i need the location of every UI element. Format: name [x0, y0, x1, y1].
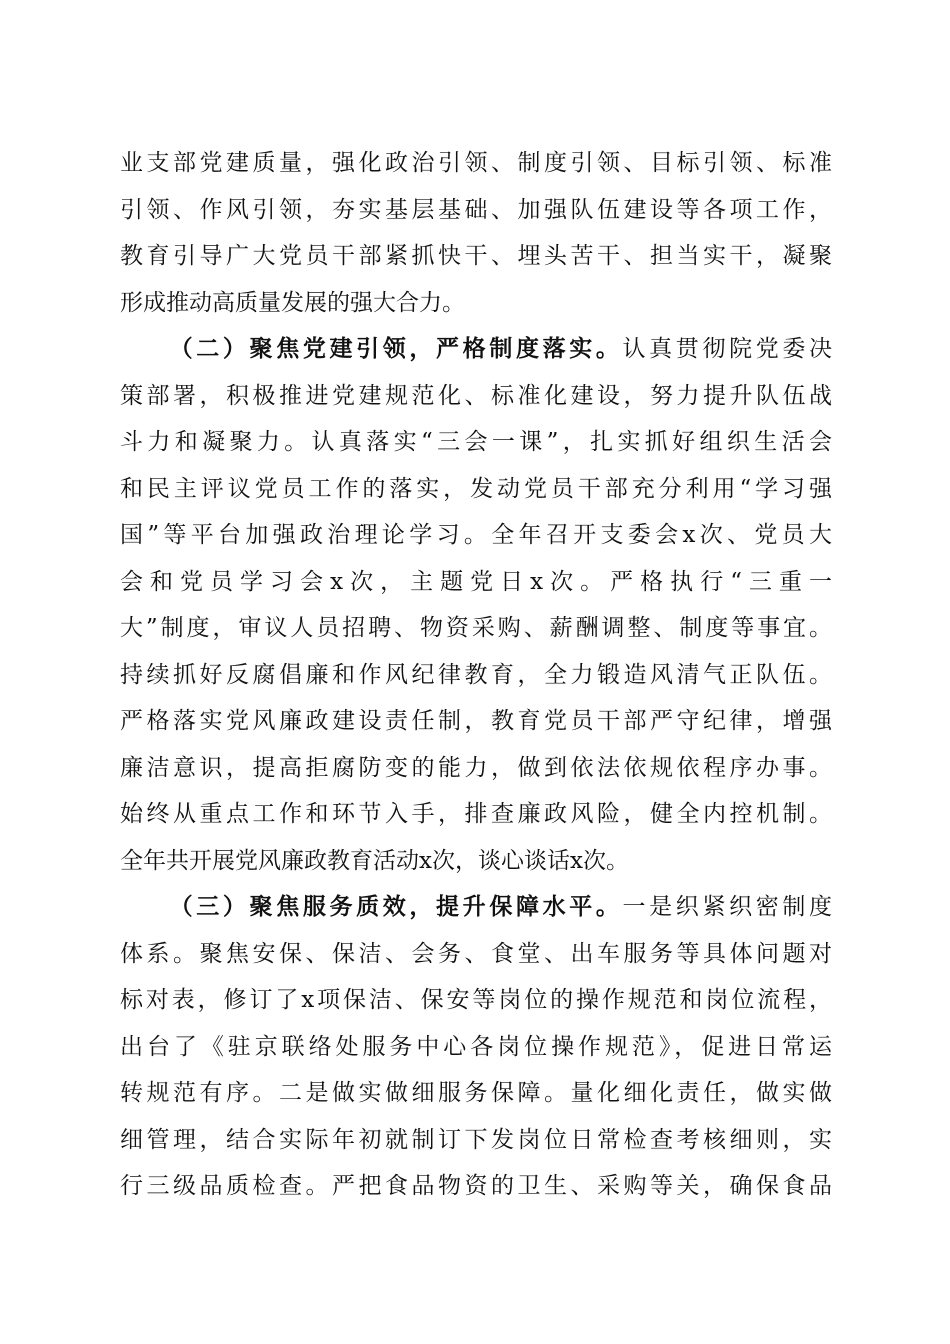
paragraph-1: [120, 140, 832, 326]
text-line: 形成推动高质量发展的强大合力。: [120, 289, 465, 316]
text-line: [120, 884, 832, 931]
text-line: 始终从重点工作和环节入手，排查廉政风险，健全内控机制。: [120, 801, 832, 827]
paragraph-2: [120, 326, 832, 884]
text-line: 转规范有序。二是做实做细服务保障。量化细化责任，做实做: [120, 1080, 832, 1106]
text-line: 国”等平台加强政治理论学习。全年召开支委会x次、党员大: [120, 522, 832, 548]
text-line: 体系。聚焦安保、保洁、会务、食堂、出车服务等具体问题对: [120, 940, 832, 967]
text-line: 会和党员学习会x次，主题党日x次。严格执行“三重一: [120, 568, 832, 595]
text-line: [120, 326, 832, 373]
text-line: 标对表，修订了x项保洁、保安等岗位的操作规范和岗位流程，: [120, 987, 832, 1013]
section-heading-2: （二）聚焦党建引领，严格制度落实。: [166, 335, 623, 362]
text-line: 细管理，结合实际年初就制订下发岗位日常检查考核细则，实: [120, 1126, 832, 1153]
text-line: 业支部党建质量，强化政治引领、制度引领、目标引领、标准: [120, 150, 832, 176]
text-line: 策部署，积极推进党建规范化、标准化建设，努力提升队伍战: [120, 382, 832, 409]
text-fragment: 一是织紧织密制度: [622, 894, 832, 920]
text-line: 斗力和凝聚力。认真落实“三会一课”，扎实抓好组织生活会: [120, 429, 832, 455]
section-heading-3: （三）聚焦服务质效，提升保障水平。: [166, 893, 623, 920]
text-line: 廉洁意识，提高拒腐防变的能力，做到依法依规依程序办事。: [120, 754, 832, 781]
text-line: 行三级品质检查。严把食品物资的卫生、采购等关，确保食品: [120, 1173, 832, 1199]
text-line: 大”制度，审议人员招聘、物资采购、薪酬调整、制度等事宜。: [120, 615, 832, 641]
text-line: 教育引导广大党员干部紧抓快干、埋头苦干、担当实干，凝聚: [120, 243, 832, 269]
text-line: 持续抓好反腐倡廉和作风纪律教育，全力锻造风清气正队伍。: [120, 661, 832, 688]
text-line: 全年共开展党风廉政教育活动x次，谈心谈话x次。: [120, 847, 629, 874]
text-fragment: 认真贯彻院党委决: [622, 336, 832, 362]
paragraph-3: [120, 884, 832, 1210]
text-line: 严格落实党风廉政建设责任制，教育党员干部严守纪律，增强: [120, 708, 832, 734]
document-page: [120, 140, 832, 1210]
text-line: 和民主评议党员工作的落实，发动党员干部充分利用“学习强: [120, 475, 832, 502]
text-line: 出台了《驻京联络处服务中心各岗位操作规范》，促进日常运: [120, 1033, 832, 1060]
text-line: 引领、作风引领，夯实基层基础、加强队伍建设等各项工作，: [120, 196, 832, 223]
